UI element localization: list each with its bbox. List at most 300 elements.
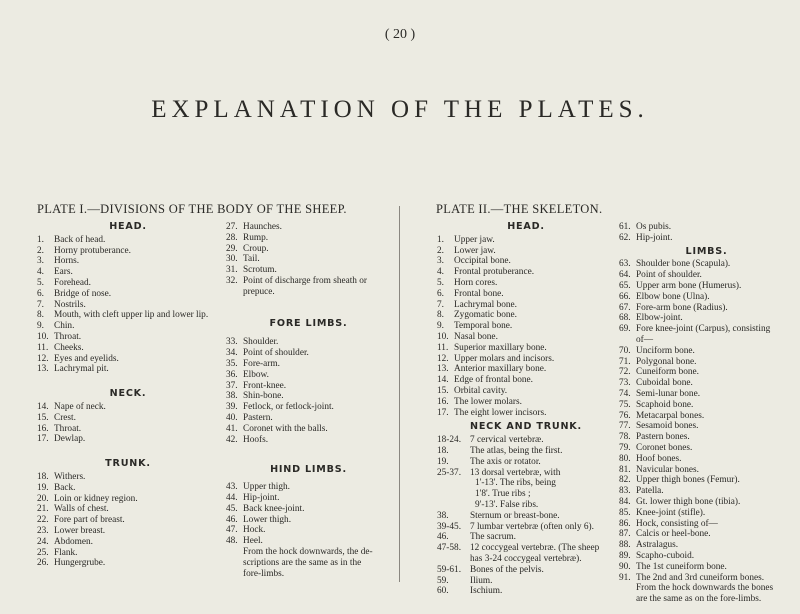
item-number: 65. — [619, 280, 631, 291]
item-text: Orbital cavity. — [454, 385, 508, 396]
list-item — [226, 536, 391, 547]
item-number: 46. — [226, 514, 238, 525]
list-item — [37, 256, 219, 267]
item-number: 82. — [619, 475, 631, 486]
item-text: Zygomatic bone. — [454, 310, 517, 321]
item-text: Tail. — [243, 254, 260, 265]
item-text: Back. — [54, 482, 76, 493]
item-number: 61. — [619, 222, 631, 232]
item-number: 11. — [37, 342, 49, 353]
list-item — [619, 303, 794, 314]
neck-list — [37, 402, 219, 445]
list-item — [437, 435, 615, 446]
item-number: 18. — [37, 471, 49, 482]
item-number: 17. — [437, 407, 449, 418]
list-item — [37, 504, 219, 515]
list-subitem: 1'8'. True ribs ; — [475, 489, 531, 500]
list-item — [37, 332, 219, 343]
list-item — [619, 281, 794, 292]
list-item — [437, 468, 615, 479]
head-list — [37, 235, 219, 375]
plate2-column-left — [437, 222, 615, 597]
list-item — [437, 446, 615, 457]
item-number: 8. — [37, 310, 44, 321]
list-item — [437, 256, 615, 267]
list-item — [619, 233, 794, 244]
item-text: Sesamoid bones. — [636, 421, 699, 432]
list-item — [619, 519, 794, 530]
item-number: 32. — [226, 275, 238, 286]
list-item — [619, 411, 794, 422]
item-text: Fore-arm bone (Radius). — [636, 302, 728, 313]
item-text: Pastern bones. — [636, 432, 690, 443]
item-number: 9. — [437, 321, 444, 332]
item-text: Ischium. — [470, 586, 503, 597]
item-number: 36. — [226, 369, 238, 380]
item-number: 31. — [226, 265, 238, 276]
item-text: Scrotum. — [243, 265, 277, 276]
item-number: 69. — [619, 324, 631, 335]
item-text: 7 cervical vertebræ. — [470, 435, 544, 446]
item-text: Hock, consisting of— — [636, 518, 718, 529]
list-item — [226, 413, 391, 424]
item-number: 67. — [619, 302, 631, 313]
item-text: Bones of the pelvis. — [470, 564, 544, 575]
item-number: 86. — [619, 518, 631, 529]
item-number: 19. — [437, 456, 449, 467]
list-item — [37, 267, 219, 278]
list-item — [619, 475, 794, 486]
item-number: 24. — [37, 536, 49, 547]
item-text: Frontal protuberance. — [454, 267, 535, 278]
item-number: 34. — [226, 348, 238, 359]
item-text: Gt. lower thigh bone (tibia). — [636, 496, 741, 507]
item-number: 13. — [37, 364, 49, 375]
list-item — [619, 486, 794, 497]
item-number: 12. — [37, 353, 49, 364]
item-text: Mouth, with cleft upper lip and lower lip. — [54, 310, 209, 321]
item-number: 28. — [226, 232, 238, 243]
item-text: Lachrymal pit. — [54, 364, 109, 375]
fore-limbs-heading: FORE LIMBS. — [269, 317, 348, 329]
item-number: 6. — [437, 288, 444, 299]
item-number: 38. — [437, 510, 449, 521]
list-item — [37, 354, 219, 365]
item-number: 70. — [619, 345, 631, 356]
list-item — [619, 346, 794, 357]
item-text: Bridge of nose. — [54, 288, 112, 299]
plate2-title: PLATE II.—THE SKELETON. — [436, 202, 603, 216]
item-text: Loin or kidney region. — [54, 493, 138, 504]
hind-limbs-note-2: scriptions are the same as in the — [243, 557, 362, 568]
list-item — [437, 532, 615, 543]
item-text: Unciform bone. — [636, 345, 695, 356]
item-number: 29. — [226, 243, 238, 254]
item-number: 4. — [437, 267, 444, 278]
item-number: 81. — [619, 464, 631, 475]
item-number: 16. — [37, 423, 49, 434]
item-text: Lower jaw. — [454, 245, 496, 256]
item-number: 1. — [437, 234, 444, 245]
list-item — [619, 551, 794, 562]
item-text: Horny protuberance. — [54, 245, 131, 256]
item-number: 42. — [226, 434, 238, 445]
item-text: Os pubis. — [636, 222, 672, 232]
list-item — [226, 402, 391, 413]
item-text: Shin-bone. — [243, 391, 284, 402]
item-number: 59-61. — [437, 564, 462, 575]
list-item — [37, 246, 219, 257]
list-subitem: 9'-13'. False ribs. — [475, 499, 539, 510]
item-text: The lower molars. — [454, 396, 522, 407]
item-text: Point of discharge from sheath or — [243, 275, 368, 286]
list-item — [226, 244, 391, 255]
item-number: 1. — [37, 234, 44, 245]
item-number: 39. — [226, 402, 238, 413]
item-number: 10. — [37, 331, 49, 342]
list-item — [37, 300, 219, 311]
item-text: Front-knee. — [243, 380, 287, 391]
list-item — [37, 558, 219, 569]
list-item — [226, 515, 391, 526]
item-text: Elbow. — [243, 369, 269, 380]
item-text: Back of head. — [54, 234, 106, 245]
list-item — [226, 359, 391, 370]
item-text: Fore knee-joint (Carpus), consisting — [636, 324, 771, 335]
item-number: 16. — [437, 396, 449, 407]
list-subitem: 1'-13'. The ribs, being — [475, 478, 556, 489]
plate1-column-left — [37, 222, 219, 569]
list-item — [37, 515, 219, 526]
list-item — [437, 565, 615, 576]
item-text: Patella. — [636, 486, 664, 497]
list-item — [619, 465, 794, 476]
item-number: 14. — [37, 401, 49, 412]
item-number: 7. — [37, 299, 44, 310]
list-item — [437, 522, 615, 533]
item-text: Throat. — [54, 423, 82, 434]
list-item — [226, 504, 391, 515]
item-text: Horns. — [54, 256, 80, 267]
list-item — [226, 337, 391, 348]
neck-heading: NECK. — [109, 388, 147, 400]
list-item — [37, 289, 219, 300]
item-number: 84. — [619, 496, 631, 507]
item-text: Semi-lunar bone. — [636, 388, 701, 399]
list-item — [619, 540, 794, 551]
item-number: 15. — [437, 385, 449, 396]
list-item — [619, 454, 794, 465]
list-item — [37, 472, 219, 483]
item-number: 17. — [37, 434, 49, 445]
item-text: Fore part of breast. — [54, 515, 125, 526]
item-number: 80. — [619, 453, 631, 464]
item-text: The sacrum. — [470, 532, 516, 543]
list-item — [437, 408, 615, 419]
plate1-column-right — [226, 222, 391, 579]
item-number: 90. — [619, 561, 631, 572]
item-text: Hoof bones. — [636, 453, 682, 464]
hind-limbs-heading: HIND LIMBS. — [270, 464, 347, 476]
item-text: Superior maxillary bone. — [454, 342, 547, 353]
item-number: 59. — [437, 575, 449, 586]
item-text: Pastern. — [243, 412, 273, 423]
item-text: Walls of chest. — [54, 504, 109, 515]
list-item — [619, 573, 794, 584]
item-text: Hoofs. — [243, 434, 269, 445]
list-item — [437, 586, 615, 597]
hind-limbs-list — [226, 482, 391, 547]
item-number: 13. — [437, 364, 449, 375]
item-number: 2. — [437, 245, 444, 256]
list-item-continuation: From the hock downwards the bones — [636, 583, 774, 594]
item-text: Haunches. — [243, 222, 282, 232]
item-number: 78. — [619, 432, 631, 443]
item-number: 75. — [619, 399, 631, 410]
item-text: Shoulder. — [243, 337, 279, 348]
plate2-column-right — [619, 222, 794, 605]
item-number: 7. — [437, 299, 444, 310]
list-item — [226, 254, 391, 265]
item-text: Lachrymal bone. — [454, 299, 517, 310]
item-number: 18-24. — [437, 435, 462, 446]
list-item — [437, 235, 615, 246]
item-number: 74. — [619, 388, 631, 399]
list-item — [37, 526, 219, 537]
list-item — [437, 343, 615, 354]
item-number: 38. — [226, 391, 238, 402]
list-item — [619, 270, 794, 281]
page-title: EXPLANATION OF THE PLATES. — [151, 96, 649, 123]
list-item — [619, 259, 794, 270]
item-text: The 1st cuneiform bone. — [636, 561, 727, 572]
list-item — [37, 310, 219, 321]
item-number: 30. — [226, 254, 238, 265]
item-number: 72. — [619, 367, 631, 378]
item-text: Polygonal bone. — [636, 356, 697, 367]
item-text: Dewlap. — [54, 434, 86, 445]
item-text: Upper molars and incisors. — [454, 353, 555, 364]
item-number: 91. — [619, 572, 631, 583]
list-item — [37, 537, 219, 548]
item-text: Metacarpal bones. — [636, 410, 705, 421]
item-text: Fore-arm. — [243, 358, 280, 369]
list-item — [226, 222, 391, 233]
item-text: Upper thigh bones (Femur). — [636, 475, 740, 486]
item-text: Navicular bones. — [636, 464, 699, 475]
limbs-heading: LIMBS. — [685, 245, 728, 257]
item-text: The 2nd and 3rd cuneiform bones. — [636, 572, 765, 583]
item-text: Heel. — [243, 536, 263, 547]
list-item — [619, 378, 794, 389]
list-item — [437, 300, 615, 311]
item-text: Croup. — [243, 243, 269, 254]
item-number: 45. — [226, 503, 238, 514]
list-item — [437, 457, 615, 468]
item-number: 77. — [619, 421, 631, 432]
list-item — [619, 508, 794, 519]
item-number: 12. — [437, 353, 449, 364]
trunk-heading: TRUNK. — [105, 458, 151, 470]
list-item — [226, 424, 391, 435]
list-item — [619, 497, 794, 508]
item-number: 19. — [37, 482, 49, 493]
list-item — [37, 548, 219, 559]
list-item — [226, 381, 391, 392]
skeleton-head-heading: HEAD. — [507, 221, 545, 232]
item-number: 5. — [437, 277, 444, 288]
item-text: Crest. — [54, 412, 76, 423]
list-item — [37, 424, 219, 435]
item-text: Abdomen. — [54, 536, 93, 547]
item-text: Elbow-joint. — [636, 313, 683, 324]
item-text: The atlas, being the first. — [470, 445, 563, 456]
list-item — [226, 482, 391, 493]
item-text: 13 dorsal vertebræ, with — [470, 467, 561, 478]
item-number: 68. — [619, 313, 631, 324]
item-number: 3. — [437, 256, 444, 267]
list-item — [226, 435, 391, 446]
item-number: 26. — [37, 558, 49, 569]
item-text: Throat. — [54, 331, 82, 342]
item-text: Nostrils. — [54, 299, 86, 310]
item-number: 47. — [226, 525, 238, 536]
item-number: 60. — [437, 586, 449, 597]
list-item — [37, 483, 219, 494]
item-number: 8. — [437, 310, 444, 321]
item-number: 40. — [226, 412, 238, 423]
item-text: Frontal bone. — [454, 288, 504, 299]
item-number: 48. — [226, 536, 238, 547]
item-number: 21. — [37, 504, 49, 515]
column-divider — [399, 206, 400, 582]
item-number: 87. — [619, 529, 631, 540]
item-number: 15. — [37, 412, 49, 423]
item-number: 66. — [619, 291, 631, 302]
item-text: Forehead. — [54, 277, 91, 288]
item-number: 63. — [619, 259, 631, 270]
list-item — [226, 348, 391, 359]
list-item-continuation: of— — [636, 334, 654, 345]
item-text: Point of shoulder. — [243, 348, 309, 359]
item-text: Anterior maxillary bone. — [454, 364, 547, 375]
list-item — [437, 543, 615, 554]
list-item — [37, 494, 219, 505]
item-number: 18. — [437, 445, 449, 456]
item-text: Temporal bone. — [454, 321, 513, 332]
list-item — [619, 432, 794, 443]
item-text: Scapho-cuboid. — [636, 550, 695, 561]
item-number: 14. — [437, 375, 449, 386]
item-text: Eyes and eyelids. — [54, 353, 119, 364]
list-item — [437, 332, 615, 343]
item-text: Rump. — [243, 232, 269, 243]
list-item — [226, 233, 391, 244]
item-number: 41. — [226, 423, 238, 434]
item-text: Flank. — [54, 547, 78, 558]
list-item — [37, 343, 219, 354]
item-number: 47-58. — [437, 543, 462, 554]
list-item — [226, 525, 391, 536]
list-item — [619, 400, 794, 411]
item-text: Cuboidal bone. — [636, 378, 693, 389]
trunk-list — [37, 472, 219, 569]
item-number: 79. — [619, 442, 631, 453]
list-item — [437, 354, 615, 365]
list-item — [37, 321, 219, 332]
item-number: 44. — [226, 492, 238, 503]
list-item-continuation: are the same as on the fore-limbs. — [636, 594, 762, 605]
item-text: Coronet bones. — [636, 442, 693, 453]
item-text: Lower thigh. — [243, 514, 292, 525]
item-text: Calcis or heel-bone. — [636, 529, 711, 540]
list-item — [619, 367, 794, 378]
list-item — [37, 413, 219, 424]
list-item — [437, 375, 615, 386]
item-text: Point of shoulder. — [636, 270, 702, 281]
item-text: Ilium. — [470, 575, 493, 586]
list-item — [437, 267, 615, 278]
item-number: 39-45. — [437, 521, 462, 532]
item-text: Cuneiform bone. — [636, 367, 699, 378]
list-item — [37, 278, 219, 289]
list-item — [37, 402, 219, 413]
item-number: 64. — [619, 270, 631, 281]
item-text: Horn cores. — [454, 277, 498, 288]
list-item — [437, 397, 615, 408]
list-item — [37, 235, 219, 246]
item-number: 4. — [37, 267, 44, 278]
list-item — [437, 246, 615, 257]
list-item — [619, 313, 794, 324]
list-item — [619, 357, 794, 368]
item-number: 25. — [37, 547, 49, 558]
list-item — [437, 576, 615, 587]
list-item — [619, 529, 794, 540]
item-number: 83. — [619, 486, 631, 497]
item-text: 7 lumbar vertebræ (often only 6). — [470, 521, 594, 532]
item-text: Chin. — [54, 321, 75, 332]
list-item — [226, 370, 391, 381]
neck-trunk-list — [437, 435, 615, 597]
item-number: 76. — [619, 410, 631, 421]
hind-limbs-note-3: fore-limbs. — [243, 568, 285, 579]
neck-trunk-heading: NECK AND TRUNK. — [470, 421, 582, 433]
list-item — [619, 389, 794, 400]
item-number: 43. — [226, 482, 238, 493]
item-number: 10. — [437, 331, 449, 342]
list-item — [437, 310, 615, 321]
list-item-continuation: prepuce. — [243, 286, 275, 297]
list-item — [619, 292, 794, 303]
hind-limbs-note-1: From the hock downwards, the de- — [243, 546, 373, 557]
list-item — [619, 443, 794, 454]
item-number: 6. — [37, 288, 44, 299]
item-number: 23. — [37, 525, 49, 536]
item-number: 3. — [37, 256, 44, 267]
item-text: The eight lower incisors. — [454, 407, 547, 418]
item-number: 33. — [226, 337, 238, 348]
trunk-continued-list — [226, 222, 391, 298]
list-item — [619, 562, 794, 573]
list-item — [437, 386, 615, 397]
item-text: 12 coccygeal vertebræ. (The sheep — [470, 543, 600, 554]
item-text: Back knee-joint. — [243, 503, 305, 514]
page-number: ( 20 ) — [384, 27, 416, 42]
item-number: 46. — [437, 532, 449, 543]
item-text: Upper arm bone (Humerus). — [636, 280, 742, 291]
list-item — [437, 511, 615, 522]
